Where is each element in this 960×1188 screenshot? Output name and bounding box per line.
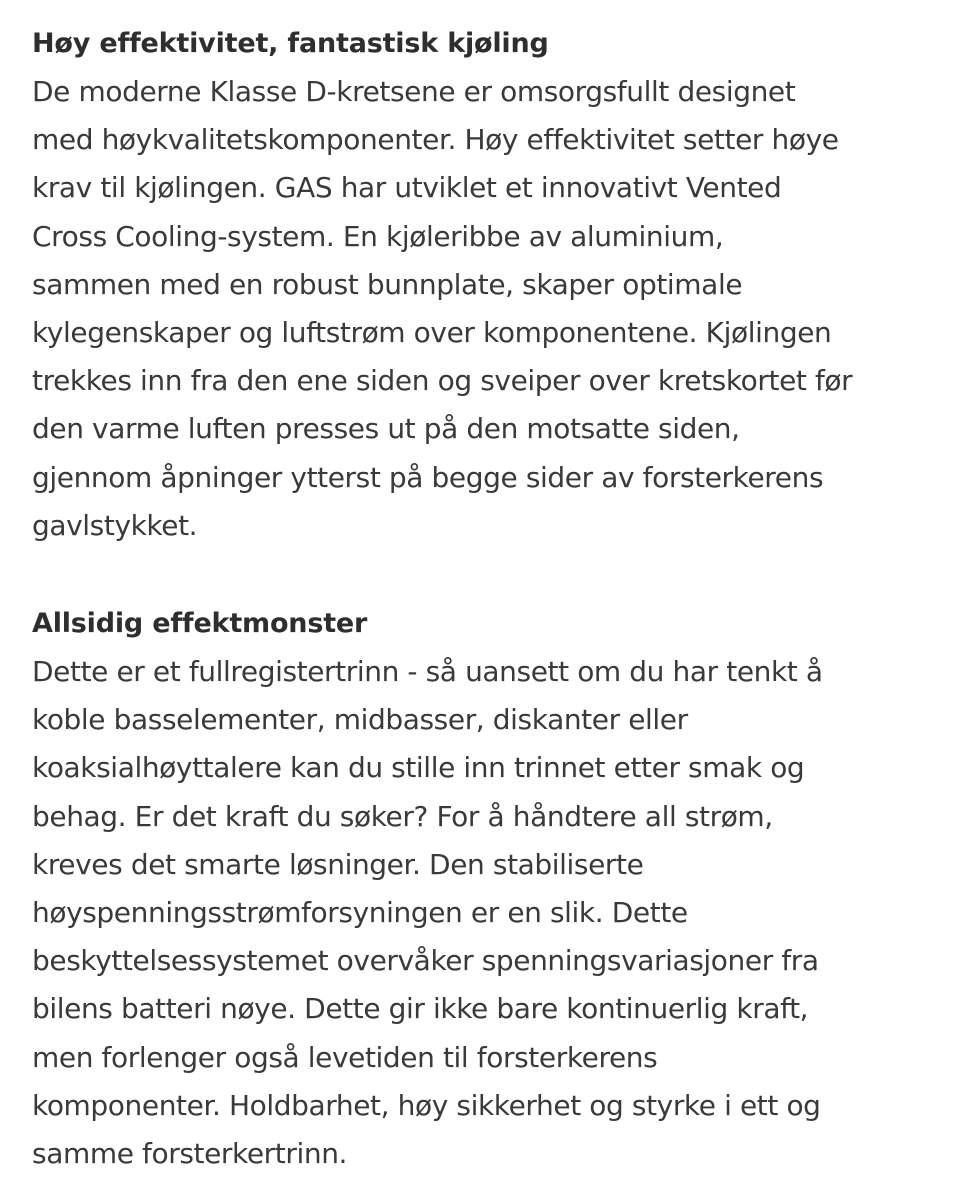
section-spacer [32, 550, 932, 600]
paragraph-line: Dette er et fullregistertrinn - så uansett om du har tenkt å [32, 655, 823, 689]
section-versatility [32, 600, 932, 1178]
paragraph-line: koaksialhøyttalere kan du stille inn trinnet etter smak og [32, 751, 805, 785]
paragraph-line: De moderne Klasse D-kretsene er omsorgsfullt designet [32, 75, 796, 108]
section-paragraph-cooling [32, 68, 932, 550]
paragraph-line: gjennom åpninger ytterst på begge sider av forsterkerens [32, 460, 824, 494]
article-body [32, 20, 932, 1178]
paragraph-line: den varme luften presses ut på den motsatte siden, [32, 412, 740, 446]
paragraph-line: Cross Cooling-system. En kjøleribbe av aluminium, [32, 219, 724, 253]
paragraph-line: komponenter. Holdbarhet, høy sikkerhet og styrke i ett og [32, 1088, 821, 1122]
paragraph-line: behag. Er det kraft du søker? For å håndtere all strøm, [32, 799, 773, 833]
section-heading-cooling: Høy effektivitet, fantastisk kjøling [32, 28, 549, 59]
paragraph-line: koble basselementer, midbasser, diskanter eller [32, 703, 688, 737]
paragraph-line: men forlenger også levetiden til forsterkerens [32, 1040, 658, 1074]
paragraph-line: kreves det smarte løsninger. Den stabiliserte [32, 847, 644, 881]
paragraph-line: beskyttelsessystemet overvåker spenningsvariasjoner fra [32, 944, 819, 978]
paragraph-line: gavlstykket. [32, 508, 198, 542]
paragraph-line: høyspenningsstrømforsyningen er en slik. Dette [32, 896, 688, 930]
paragraph-line: med høykvalitetskomponenter. Høy effektivitet setter høye [32, 123, 839, 157]
paragraph-line: kylegenskaper og luftstrøm over komponentene. Kjølingen [32, 316, 832, 350]
paragraph-line: krav til kjølingen. GAS har utviklet et innovativt Vented [32, 171, 782, 205]
section-heading-versatility: Allsidig effektmonster [32, 608, 368, 640]
section-cooling [32, 20, 932, 550]
paragraph-line: sammen med en robust bunnplate, skaper optimale [32, 267, 743, 301]
paragraph-line: bilens batteri nøye. Dette gir ikke bare kontinuerlig kraft, [32, 992, 809, 1026]
section-paragraph-versatility [32, 648, 932, 1178]
paragraph-line: trekkes inn fra den ene siden og sveiper over kretskortet før [32, 364, 853, 398]
paragraph-line: samme forsterkertrinn. [32, 1137, 348, 1171]
